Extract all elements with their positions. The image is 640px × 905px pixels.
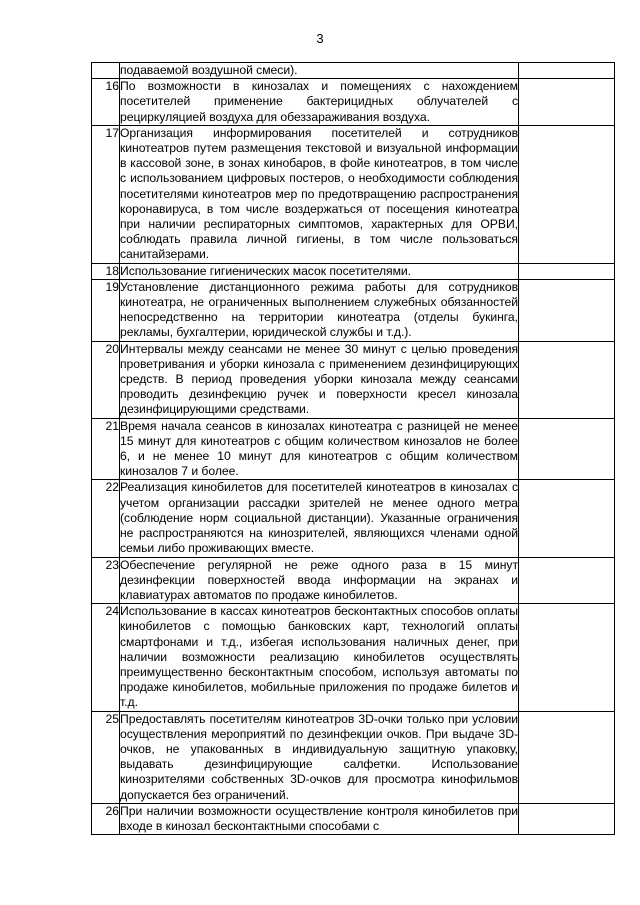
- row-text: Использование в кассах кинотеатров бесконтактных способов оплаты кинобилетов с помощью банковских карт, технологий оплаты смартфонами и т.д., избегая использования наличных денег, при наличии возможности реализацию кинобилетов осуществлять преимущественно бесконтактным способом, используя автоматы по продаже кинобилетов, мобильные приложения по продаже билетов и т.д.: [120, 604, 518, 710]
- row-number: 19: [92, 279, 120, 341]
- table-row: [92, 604, 615, 711]
- row-number: 25: [92, 711, 120, 803]
- row-number: 18: [92, 263, 120, 279]
- row-text: Использование гигиенических масок посетителями.: [120, 263, 519, 279]
- table-row: [92, 263, 615, 279]
- row-text: подаваемой воздушной смеси).: [120, 63, 519, 79]
- measures-table-body: [92, 63, 615, 835]
- row-empty-cell: [519, 557, 615, 604]
- row-empty-cell: [519, 480, 615, 557]
- row-empty-cell: [519, 604, 615, 711]
- row-empty-cell: [519, 263, 615, 279]
- row-number: [92, 63, 120, 79]
- measures-table: [91, 62, 615, 835]
- row-text: Обеспечение регулярной не реже одного раза в 15 минут дезинфекции поверхностей ввода информации на экранах и клавиатурах автоматов по продаже кинобилетов.: [120, 557, 518, 602]
- row-text: Предоставлять посетителям кинотеатров 3D-очки только при условии осуществления мероприятий по дезинфекции очков. При выдаче 3D-очков, не упакованных в индивидуальную защитную упаковку, выдавать дезинфицирующие салфетки. Использование кинозрителями собственных 3D-очков для просмотра кинофильмов допускается без ограничений.: [120, 711, 518, 802]
- row-empty-cell: [519, 79, 615, 126]
- row-text: По возможности в кинозалах и помещениях с нахождением посетителей применение бактерицидных облучателей с рециркуляцией воздуха для обеззараживания воздуха.: [120, 79, 518, 124]
- row-number: 17: [92, 125, 120, 263]
- row-number: 16: [92, 79, 120, 126]
- row-number: 26: [92, 803, 120, 834]
- row-number: 20: [92, 341, 120, 418]
- row-text: Организация информирования посетителей и сотрудников кинотеатров путем размещения текстовой и визуальной информации в кассовой зоне, в зонах кинобаров, в фойе кинотеатров, в том числе с использованием цифровых постеров, о необходимости соблюдения посетителями кинотеатров мер по предотвращению распространения коронавируса, в том числе воздержаться от посещения кинотеатра при наличии респираторных симптомов, характерных для ОРВИ, соблюдать правила личной гигиены, в том числе пользоваться санитайзерами.: [120, 125, 518, 262]
- row-text: Интервалы между сеансами не менее 30 минут с целью проведения проветривания и уборки кинозала с применением дезинфицирующих средств. В период проведения уборки кинозала между сеансами проводить дезинфекцию ручек и поверхности кресел кинозала дезинфицирующими средствами.: [120, 341, 518, 417]
- row-number: 21: [92, 418, 120, 480]
- table-row: [92, 125, 615, 263]
- table-row: [92, 418, 615, 480]
- page-number: 3: [316, 31, 324, 46]
- table-row: [92, 803, 615, 834]
- row-text: Реализация кинобилетов для посетителей кинотеатров в кинозалах с учетом организации рассадки зрителей не менее одного метра (соблюдение норм социальной дистанции). Указанные ограничения не распространяются на кинозрителей, являющихся членами одной семьи либо проживающих вместе.: [120, 480, 518, 556]
- table-row: [92, 279, 615, 341]
- row-empty-cell: [519, 279, 615, 341]
- row-text: Время начала сеансов в кинозалах кинотеатра с разницей не менее 15 минут для кинотеатров с общим количеством кинозалов не более 6, и не менее 10 минут для кинотеатров с общим количеством кинозалов 7 и более.: [120, 418, 518, 479]
- row-empty-cell: [519, 711, 615, 803]
- row-number: 22: [92, 480, 120, 557]
- row-text: Установление дистанционного режима работы для сотрудников кинотеатра, не ограниченных выполнением служебных обязанностей непосредственно на территории кинотеатра (отделы букинга, рекламы, бухгалтерии, юридической службы и т.д.).: [120, 279, 518, 340]
- row-empty-cell: [519, 341, 615, 418]
- row-empty-cell: [519, 63, 615, 79]
- table-row: [92, 480, 615, 557]
- row-empty-cell: [519, 803, 615, 834]
- row-empty-cell: [519, 418, 615, 480]
- table-row: [92, 79, 615, 126]
- row-empty-cell: [519, 125, 615, 263]
- table-row: [92, 63, 615, 79]
- table-row: [92, 711, 615, 803]
- row-text: При наличии возможности осуществление контроля кинобилетов при входе в кинозал бесконтактными способами с: [120, 803, 518, 833]
- table-row: [92, 341, 615, 418]
- table-row: [92, 557, 615, 604]
- row-number: 24: [92, 604, 120, 711]
- row-number: 23: [92, 557, 120, 604]
